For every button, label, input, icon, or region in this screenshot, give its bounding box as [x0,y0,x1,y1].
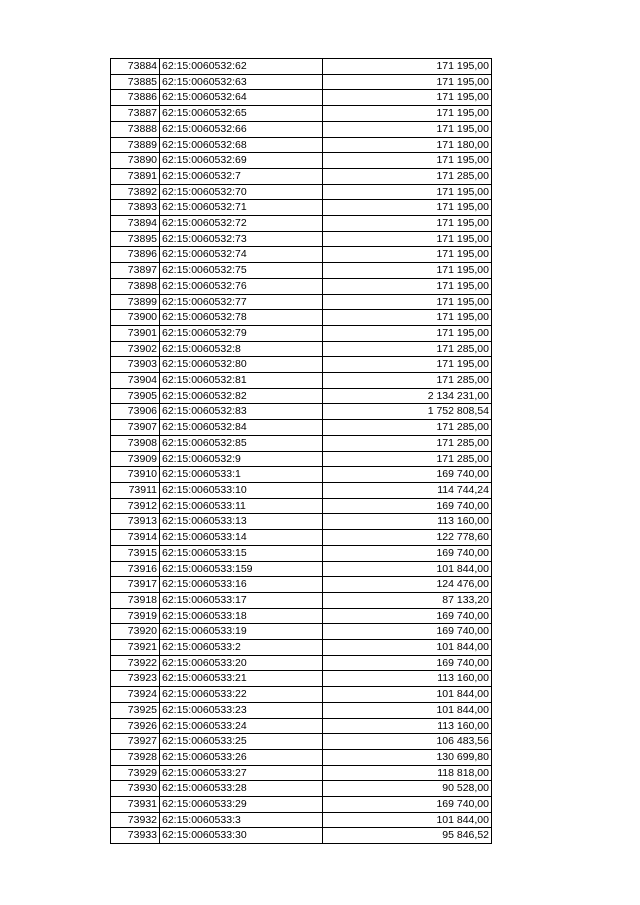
cadastral-value-cell: 171 195,00 [323,90,492,106]
cadastral-value-cell: 169 740,00 [323,624,492,640]
row-number-cell: 73902 [111,341,160,357]
table-row [111,404,492,420]
table-row [111,310,492,326]
row-number-cell: 73918 [111,592,160,608]
cadastral-number-cell: 62:15:0060532:78 [160,310,323,326]
cadastral-value-cell: 171 195,00 [323,310,492,326]
table-row [111,59,492,75]
cadastral-value-cell: 171 195,00 [323,278,492,294]
cadastral-number-cell: 62:15:0060532:74 [160,247,323,263]
row-number-cell: 73907 [111,420,160,436]
cadastral-number-cell: 62:15:0060532:7 [160,168,323,184]
table-row [111,388,492,404]
cadastral-value-cell: 106 483,56 [323,734,492,750]
row-number-cell: 73923 [111,671,160,687]
row-number-cell: 73906 [111,404,160,420]
cadastral-value-cell: 101 844,00 [323,702,492,718]
row-number-cell: 73887 [111,106,160,122]
row-number-cell: 73911 [111,482,160,498]
row-number-cell: 73924 [111,687,160,703]
table-row [111,278,492,294]
table-row [111,592,492,608]
row-number-cell: 73913 [111,514,160,530]
cadastral-number-cell: 62:15:0060533:26 [160,749,323,765]
cadastral-number-cell: 62:15:0060533:18 [160,608,323,624]
row-number-cell: 73885 [111,74,160,90]
cadastral-value-cell: 169 740,00 [323,498,492,514]
row-number-cell: 73910 [111,467,160,483]
cadastral-number-cell: 62:15:0060533:24 [160,718,323,734]
row-number-cell: 73904 [111,373,160,389]
cadastral-number-cell: 62:15:0060532:71 [160,200,323,216]
table-row [111,168,492,184]
row-number-cell: 73894 [111,216,160,232]
table-row [111,74,492,90]
table-row [111,106,492,122]
table-row [111,608,492,624]
table-row [111,530,492,546]
cadastral-number-cell: 62:15:0060532:70 [160,184,323,200]
row-number-cell: 73888 [111,121,160,137]
cadastral-value-cell: 169 740,00 [323,608,492,624]
cadastral-value-cell: 2 134 231,00 [323,388,492,404]
cadastral-number-cell: 62:15:0060532:9 [160,451,323,467]
cadastral-number-cell: 62:15:0060532:63 [160,74,323,90]
row-number-cell: 73893 [111,200,160,216]
row-number-cell: 73899 [111,294,160,310]
row-number-cell: 73914 [111,530,160,546]
cadastral-value-cell: 113 160,00 [323,514,492,530]
cadastral-value-cell: 171 195,00 [323,263,492,279]
row-number-cell: 73901 [111,325,160,341]
table-row [111,231,492,247]
row-number-cell: 73917 [111,577,160,593]
cadastral-number-cell: 62:15:0060533:30 [160,828,323,844]
table-row [111,718,492,734]
cadastral-number-cell: 62:15:0060533:15 [160,545,323,561]
row-number-cell: 73916 [111,561,160,577]
cadastral-value-cell: 171 285,00 [323,341,492,357]
cadastral-value-cell: 113 160,00 [323,718,492,734]
row-number-cell: 73925 [111,702,160,718]
table-row [111,640,492,656]
row-number-cell: 73909 [111,451,160,467]
table-row [111,514,492,530]
table-row [111,325,492,341]
cadastral-value-cell: 90 528,00 [323,781,492,797]
cadastral-value-cell: 113 160,00 [323,671,492,687]
table-row [111,467,492,483]
cadastral-value-cell: 171 285,00 [323,435,492,451]
row-number-cell: 73919 [111,608,160,624]
row-number-cell: 73927 [111,734,160,750]
row-number-cell: 73928 [111,749,160,765]
cadastral-number-cell: 62:15:0060532:69 [160,153,323,169]
cadastral-value-cell: 169 740,00 [323,467,492,483]
cadastral-value-cell: 171 195,00 [323,200,492,216]
cadastral-number-cell: 62:15:0060532:62 [160,59,323,75]
cadastral-value-cell: 122 778,60 [323,530,492,546]
row-number-cell: 73931 [111,797,160,813]
table-row [111,577,492,593]
table-row [111,263,492,279]
cadastral-number-cell: 62:15:0060533:14 [160,530,323,546]
row-number-cell: 73920 [111,624,160,640]
row-number-cell: 73922 [111,655,160,671]
cadastral-number-cell: 62:15:0060532:77 [160,294,323,310]
cadastral-value-cell: 101 844,00 [323,561,492,577]
cadastral-number-cell: 62:15:0060532:84 [160,420,323,436]
cadastral-number-cell: 62:15:0060533:20 [160,655,323,671]
table-row [111,655,492,671]
row-number-cell: 73896 [111,247,160,263]
cadastral-value-cell: 101 844,00 [323,812,492,828]
cadastral-number-cell: 62:15:0060532:66 [160,121,323,137]
cadastral-number-cell: 62:15:0060533:29 [160,797,323,813]
table-row [111,734,492,750]
cadastral-value-cell: 118 818,00 [323,765,492,781]
table-row [111,341,492,357]
table-row [111,247,492,263]
cadastral-number-cell: 62:15:0060532:75 [160,263,323,279]
cadastral-number-cell: 62:15:0060533:27 [160,765,323,781]
table-row [111,184,492,200]
cadastral-value-cell: 95 846,52 [323,828,492,844]
table-row [111,812,492,828]
row-number-cell: 73898 [111,278,160,294]
table-row [111,153,492,169]
table-row [111,561,492,577]
table-row [111,121,492,137]
cadastral-number-cell: 62:15:0060533:21 [160,671,323,687]
cadastral-number-cell: 62:15:0060533:1 [160,467,323,483]
cadastral-number-cell: 62:15:0060533:2 [160,640,323,656]
cadastral-value-cell: 171 285,00 [323,168,492,184]
row-number-cell: 73890 [111,153,160,169]
row-number-cell: 73926 [111,718,160,734]
cadastral-number-cell: 62:15:0060533:28 [160,781,323,797]
row-number-cell: 73929 [111,765,160,781]
row-number-cell: 73912 [111,498,160,514]
cadastral-number-cell: 62:15:0060533:3 [160,812,323,828]
cadastral-value-cell: 171 195,00 [323,153,492,169]
cadastral-number-cell: 62:15:0060532:81 [160,373,323,389]
cadastral-number-cell: 62:15:0060533:19 [160,624,323,640]
row-number-cell: 73932 [111,812,160,828]
table-row [111,373,492,389]
cadastral-number-cell: 62:15:0060532:64 [160,90,323,106]
cadastral-value-cell: 169 740,00 [323,545,492,561]
cadastral-number-cell: 62:15:0060533:159 [160,561,323,577]
table-row [111,781,492,797]
cadastral-number-cell: 62:15:0060532:73 [160,231,323,247]
cadastral-number-cell: 62:15:0060532:85 [160,435,323,451]
cadastral-value-cell: 171 180,00 [323,137,492,153]
cadastral-number-cell: 62:15:0060533:16 [160,577,323,593]
cadastral-number-cell: 62:15:0060533:10 [160,482,323,498]
cadastral-value-cell: 87 133,20 [323,592,492,608]
row-number-cell: 73921 [111,640,160,656]
row-number-cell: 73895 [111,231,160,247]
table-row [111,624,492,640]
table-row [111,797,492,813]
table-row [111,498,492,514]
cadastral-number-cell: 62:15:0060533:25 [160,734,323,750]
table-row [111,200,492,216]
cadastral-value-cell: 171 195,00 [323,231,492,247]
cadastral-number-cell: 62:15:0060532:76 [160,278,323,294]
cadastral-number-cell: 62:15:0060532:72 [160,216,323,232]
cadastral-value-cell: 171 285,00 [323,373,492,389]
cadastral-number-cell: 62:15:0060532:82 [160,388,323,404]
cadastral-value-cell: 171 195,00 [323,106,492,122]
row-number-cell: 73900 [111,310,160,326]
cadastral-value-cell: 171 195,00 [323,121,492,137]
table-row [111,451,492,467]
cadastral-value-cell: 130 699,80 [323,749,492,765]
row-number-cell: 73889 [111,137,160,153]
table-row [111,420,492,436]
cadastral-number-cell: 62:15:0060532:80 [160,357,323,373]
table-row [111,671,492,687]
row-number-cell: 73891 [111,168,160,184]
cadastral-number-cell: 62:15:0060532:65 [160,106,323,122]
table-row [111,545,492,561]
cadastral-value-cell: 169 740,00 [323,655,492,671]
cadastral-value-cell: 171 195,00 [323,74,492,90]
table-row [111,749,492,765]
row-number-cell: 73905 [111,388,160,404]
row-number-cell: 73897 [111,263,160,279]
row-number-cell: 73886 [111,90,160,106]
cadastral-value-table [110,58,492,844]
table-row [111,357,492,373]
cadastral-number-cell: 62:15:0060533:13 [160,514,323,530]
cadastral-value-cell: 101 844,00 [323,640,492,656]
table-body [111,59,492,844]
cadastral-value-cell: 171 195,00 [323,184,492,200]
cadastral-value-cell: 114 744,24 [323,482,492,498]
table-row [111,216,492,232]
table-row [111,765,492,781]
cadastral-value-cell: 101 844,00 [323,687,492,703]
cadastral-number-cell: 62:15:0060533:22 [160,687,323,703]
cadastral-number-cell: 62:15:0060532:68 [160,137,323,153]
row-number-cell: 73933 [111,828,160,844]
cadastral-value-cell: 171 195,00 [323,247,492,263]
cadastral-value-cell: 169 740,00 [323,797,492,813]
cadastral-value-cell: 171 285,00 [323,420,492,436]
cadastral-number-cell: 62:15:0060533:17 [160,592,323,608]
cadastral-value-cell: 171 195,00 [323,294,492,310]
row-number-cell: 73903 [111,357,160,373]
row-number-cell: 73908 [111,435,160,451]
table-row [111,828,492,844]
cadastral-value-cell: 171 195,00 [323,216,492,232]
cadastral-number-cell: 62:15:0060532:83 [160,404,323,420]
cadastral-value-cell: 124 476,00 [323,577,492,593]
cadastral-value-cell: 171 285,00 [323,451,492,467]
row-number-cell: 73892 [111,184,160,200]
table-row [111,702,492,718]
cadastral-value-cell: 1 752 808,54 [323,404,492,420]
cadastral-value-cell: 171 195,00 [323,59,492,75]
cadastral-number-cell: 62:15:0060532:8 [160,341,323,357]
table-row [111,294,492,310]
cadastral-value-cell: 171 195,00 [323,357,492,373]
cadastral-number-cell: 62:15:0060532:79 [160,325,323,341]
row-number-cell: 73930 [111,781,160,797]
table-row [111,435,492,451]
table-row [111,687,492,703]
row-number-cell: 73915 [111,545,160,561]
table-row [111,90,492,106]
cadastral-value-cell: 171 195,00 [323,325,492,341]
table-row [111,482,492,498]
table-row [111,137,492,153]
cadastral-number-cell: 62:15:0060533:23 [160,702,323,718]
row-number-cell: 73884 [111,59,160,75]
cadastral-number-cell: 62:15:0060533:11 [160,498,323,514]
